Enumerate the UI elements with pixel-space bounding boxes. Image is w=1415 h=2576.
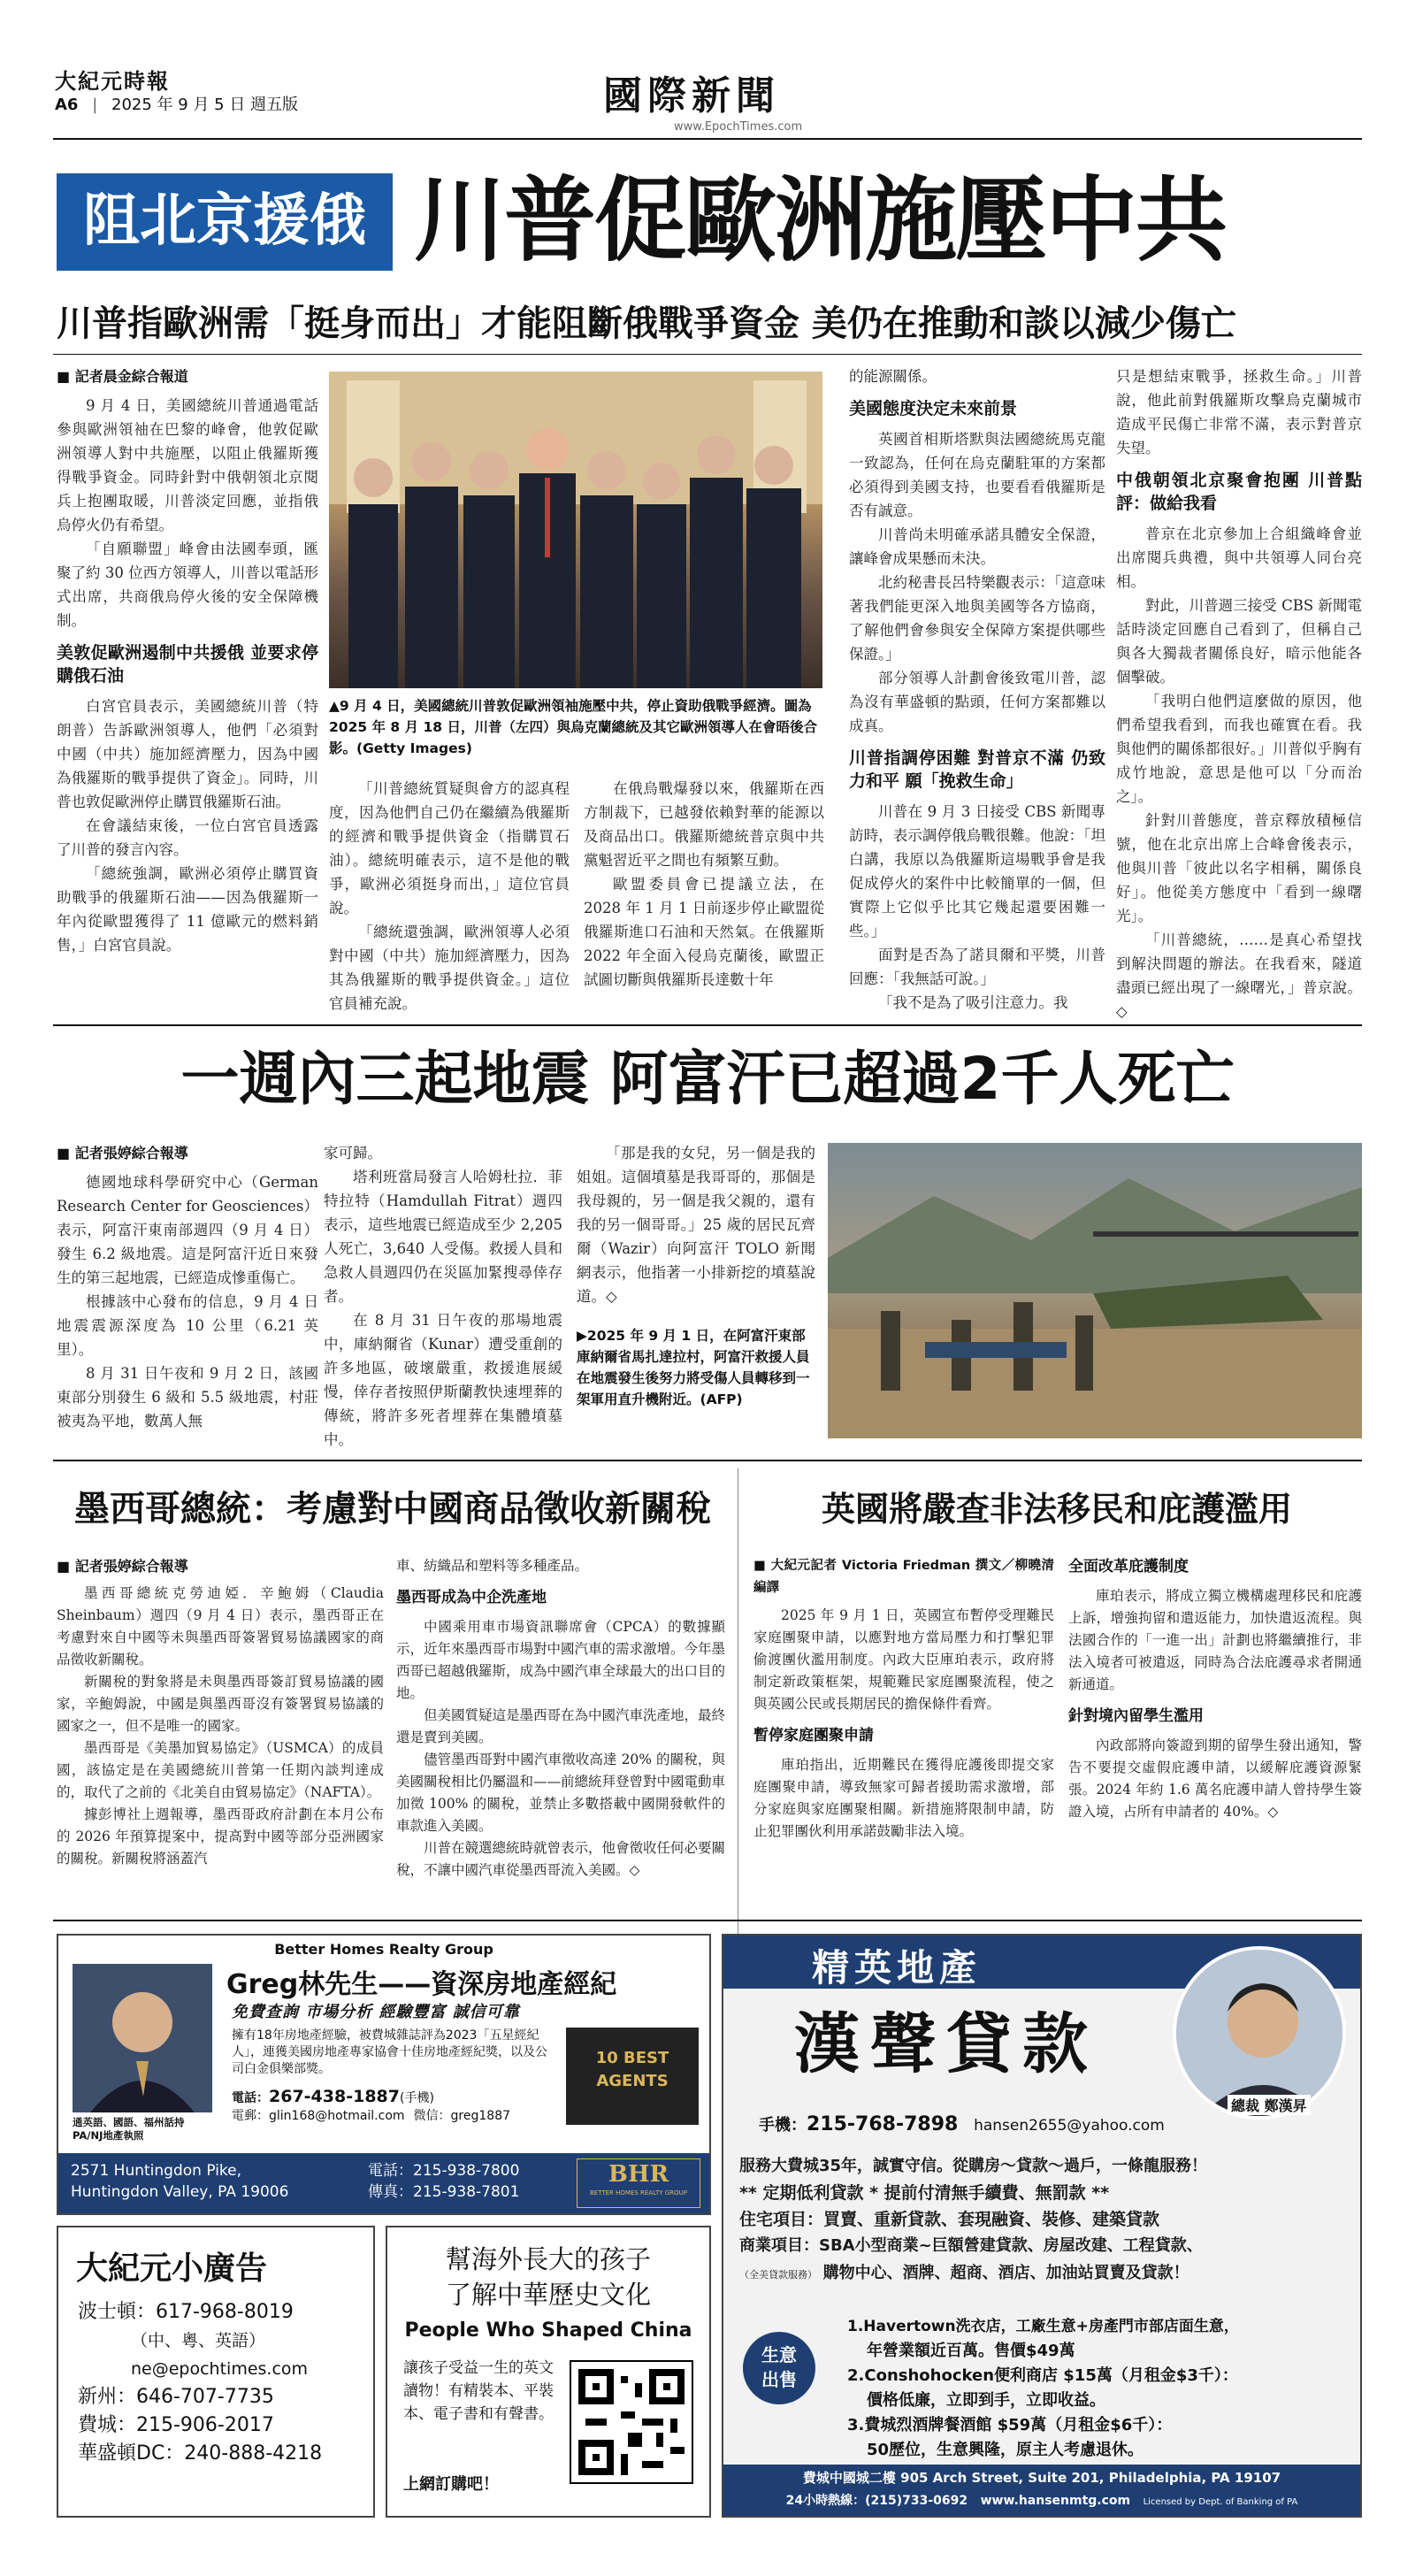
paragraph: 塔利班當局發言人哈姆杜拉．菲特拉特（Hamdullah Fitrat）週四表示，這些地震已經造成至少 2,205 人死亡，3,640 人受傷。救援人員和急救人員週四仍在災區加緊搜尋倖存者。 bbox=[324, 1169, 562, 1305]
story1-caption: ▲9 月 4 日，美國總統川普敦促歐洲領袖施壓中共，停止資助俄戰爭經濟。圖為 2025 年 8 月 18 日，川普（左四）與烏克蘭總統及其它歐洲領導人在會晤後合影。(Getty Images) bbox=[329, 698, 817, 756]
loan-line-1: 服務大費城35年，誠實守信。從購房～貸款～過戶，一條龍服務！ bbox=[739, 2157, 1208, 2175]
paragraph: 儘管墨西哥對中國汽車徵收高達 20% 的關稅，與美國關稅相比仍屬溫和——前總統拜登曾對中國電動車加徵 100% 的關稅，並禁止多數搭載中國開發軟件的車款進入美國。 bbox=[396, 1752, 726, 1834]
bhr-logo-sub: BETTER HOMES REALTY GROUP bbox=[589, 2189, 687, 2196]
loan-phone[interactable]: 215-768-7898 bbox=[807, 2113, 959, 2135]
paragraph: 面對是否為了諾貝爾和平獎，川普回應：「我無話可說。」 bbox=[849, 947, 1105, 987]
bhr-address-2: Huntingdon Valley, PA 19006 bbox=[71, 2183, 289, 2201]
paragraph: 部分領導人計劃會後致電川普，認為沒有華盛頓的點頭，任何方案都難以成真。 bbox=[849, 670, 1105, 734]
book-ad bbox=[386, 2226, 711, 2518]
bhr-phone-note: (手機) bbox=[399, 2091, 434, 2105]
book-cta[interactable]: 上網訂購吧！ bbox=[403, 2475, 499, 2494]
paragraph: 在俄烏戰爆發以來，俄羅斯在西方制裁下，已越發依賴對華的能源以及商品出口。俄羅斯總統普京與中共黨魁習近平之間也有頻繁互動。 bbox=[584, 780, 824, 869]
paragraph: 「那是我的女兒，另一個是我的姐姐。這個墳墓是我哥哥的，那個是我母親的，另一個是我父親的，還有我的另一個哥哥。」25 歲的居民瓦齊爾（Wazir）向阿富汗 TOLO 新聞網表示，他指著一小排新挖的墳墓說道。◇ bbox=[577, 1145, 815, 1305]
paragraph: 白宮官員表示，美國總統川普（特朗普）告訴歐洲領導人，他們「必須對中國（中共）施加經濟壓力，因為中國為俄羅斯的戰爭提供了資金」。同時，川普也敦促歐洲停止購買俄羅斯石油。 bbox=[57, 698, 318, 810]
paragraph: 中國乘用車市場資訊聯席會（CPCA）的數據顯示，近年來墨西哥市場對中國汽車的需求激增。今年墨西哥已超越俄羅斯，成為中國汽車全球最大的出口目的地。 bbox=[396, 1619, 726, 1701]
paragraph: 對此，川普週三接受 CBS 新聞電話時淡定回應自己看到了，但稱自己與各大獨裁者關係良好，暗示他能各個擊破。 bbox=[1116, 597, 1362, 686]
loan-line-2: ** 定期低利貸款 * 提前付清無手續費、無罰款 ** bbox=[739, 2183, 1110, 2203]
paragraph: 川普在競選總統時就曾表示，他會徵收任何必要關稅，不讓中國汽車從墨西哥流入美國。◇ bbox=[396, 1840, 726, 1878]
bhr-address-1: 2571 Huntingdon Pike, bbox=[71, 2162, 242, 2180]
loan-footer bbox=[723, 2465, 1360, 2516]
classified-title: 大紀元小廣告 bbox=[76, 2250, 268, 2287]
sale-item-3: 3.費城烈酒牌餐酒館 $59萬（月租金$6千）： bbox=[847, 2416, 1173, 2434]
sale-badge-label: 生意出售 bbox=[761, 2344, 797, 2390]
agent-langs: 通英語、國語、福州話持PA/NJ地產執照 bbox=[73, 2116, 185, 2142]
paragraph: 「川普總統，……是真心希望找到解決問題的辦法。在我看來，隧道盡頭已經出現了一線曙光，」普京說。◇ bbox=[1116, 932, 1362, 1020]
loan-main-title: 漢聲貸款 bbox=[794, 2006, 1098, 2082]
paragraph: 家可歸。 bbox=[324, 1145, 382, 1162]
paragraph: 9 月 4 日，美國總統川普通過電話參與歐洲領袖在巴黎的峰會，他敦促歐洲領導人對中共施壓，以阻止俄羅斯獲得戰爭資金。同時針對中俄朝領北京閱兵上抱團取暖，川普淡定回應，並指俄烏停火仍有希望。 bbox=[57, 397, 318, 533]
story2-byline: ■ 記者張婷綜合報導 bbox=[57, 1145, 188, 1162]
paragraph: 「總統還強調，歐洲領導人必須對中國（中共）施加經濟壓力，因為其為俄羅斯的戰爭提供資金。」這位官員補充說。 bbox=[329, 924, 570, 1012]
classified-ad bbox=[57, 2226, 375, 2518]
paragraph: 英國首相斯塔默與法國總統馬克龍一致認為，任何在烏克蘭駐軍的方案都必須得到美國支持，也要看看俄羅斯是否有誠意。 bbox=[849, 431, 1105, 519]
summit-photo-art bbox=[329, 372, 822, 688]
book-title-1: 幫海外長大的孩子 bbox=[445, 2244, 651, 2274]
classified-boston-note: （中、粵、英語） bbox=[131, 2331, 266, 2350]
bhr-slogan: 免費查詢 市場分析 經驗豐富 誠信可靠 bbox=[232, 2003, 520, 2021]
loan-license: Licensed by Dept. of Banking of PA bbox=[1143, 2497, 1298, 2507]
bhr-email[interactable]: 電郵：glin168@hotmail.com bbox=[232, 2109, 405, 2123]
paragraph: 「我明白他們這麼做的原因，他們希望我看到，而我也確實在看。我與他們的關係都很好。」川普似乎胸有成竹地說，意思是他可以「分而治之」。 bbox=[1116, 693, 1362, 805]
paragraph: 車、紡織品和塑料等多種產品。 bbox=[396, 1558, 589, 1574]
classified-boston[interactable]: 波士頓：617-968-8019 bbox=[78, 2301, 294, 2323]
bhr-logo bbox=[577, 2158, 700, 2208]
paragraph: 的能源關係。 bbox=[849, 368, 937, 385]
story1-byline: ■ 記者晨金綜合報道 bbox=[57, 368, 188, 385]
bhr-fax: 傳真：215-938-7801 bbox=[368, 2183, 520, 2201]
story1-subheading: 中俄朝領北京聚會抱團 川普點評：做給我看 bbox=[1116, 471, 1362, 513]
paragraph: 2025 年 9 月 1 日，英國宣布暫停受理難民家庭團聚申請，以應對地方當局壓力和打擊犯罪偷渡團伙濫用制度。內政大臣庫珀表示，政府將制定新政策框架，規範難民家庭團聚流程，使之與英國公民或長期居民的擔保條件看齊。 bbox=[753, 1607, 1054, 1712]
book-title-2: 了解中華歷史文化 bbox=[445, 2280, 651, 2310]
book-desc: 讓孩子受益一生的英文讀物！有精裝本、平裝本、電子書和有聲書。 bbox=[403, 2359, 554, 2423]
story4-subheading: 全面改革庇護制度 bbox=[1068, 1558, 1189, 1576]
loan-web[interactable]: www.hansenmtg.com bbox=[980, 2494, 1131, 2508]
masthead: 大紀元時報 A6 | 2025 年 9 月 5 日 週五版 國際新聞 www.EpochTimes.com bbox=[55, 62, 1381, 124]
loan-line-5: 購物中心、酒牌、超商、酒店、加油站買賣及貸款！ bbox=[822, 2264, 1189, 2282]
bhr-ad bbox=[57, 1934, 711, 2215]
bhr-tel[interactable]: 電話：215-938-7800 bbox=[368, 2162, 520, 2180]
bhr-desc: 擁有18年房地產經驗，被費城雜誌評為2023「五星經紀人」，連獲美國房地產專家協會十佳房地產經紀獎，以及公司白金俱樂部獎。 bbox=[232, 2028, 547, 2076]
paragraph: 川普在 9 月 3 日接受 CBS 新聞專訪時，表示調停俄烏戰很難。他說：「坦白講，我原以為俄羅斯這場戰爭會是我促成停火的案件中比較簡單的一個，但實際上它似乎比其它幾起還要困難一些。」 bbox=[849, 803, 1105, 939]
paragraph: 新關稅的對象將是未與墨西哥簽訂貿易協議的國家，辛鮑姆說，中國是與墨西哥沒有簽署貿易協議的國家之一，但不是唯一的國家。 bbox=[57, 1674, 384, 1734]
award-text: 10 BEST AGENTS bbox=[595, 2049, 669, 2090]
bhr-org: Better Homes Realty Group bbox=[274, 1941, 493, 1958]
paragraph: 川普尚未明確承諾具體安全保證，讓峰會成果懸而未決。 bbox=[849, 526, 1105, 567]
paragraph: 「我不是為了吸引注意力。我 bbox=[878, 994, 1068, 1011]
loan-phone-label: 手機： bbox=[759, 2116, 807, 2135]
page-number: A6 bbox=[55, 96, 79, 114]
story3-byline: ■ 記者張婷綜合報導 bbox=[57, 1558, 188, 1575]
paragraph: 墨西哥總統克勞迪婭．辛鮑姆（Claudia Sheinbaum）週四（9 月 4 日）表示，墨西哥正在考慮對來自中國等未與墨西哥簽署貿易協議國家的商品徵收新關稅。 bbox=[57, 1585, 384, 1668]
story2-headline: 一週內三起地震 阿富汗已超過2千人死亡 bbox=[180, 1045, 1235, 1113]
paragraph: 在 8 月 31 日午夜的那場地震中，庫納爾省（Kunar）遭受重創的許多地區，破壞嚴重，救援進展緩慢，倖存者按照伊斯蘭教快速埋葬的傳統，將許多死者埋葬在集體墳墓中。 bbox=[324, 1312, 562, 1448]
story1-subheading: 美敦促歐洲遏制中共援俄 並要求停購俄石油 bbox=[57, 643, 318, 686]
loan-address: 費城中國城二樓 905 Arch Street, Suite 201, Philadelphia, PA 19107 bbox=[802, 2470, 1281, 2486]
loan-line-4: 商業項目：SBA小型商業~巨額營建貸款、房屋改建、工程貸款、 bbox=[739, 2236, 1203, 2255]
sale-badge bbox=[743, 2332, 815, 2404]
story4-headline: 英國將嚴查非法移民和庇護濫用 bbox=[821, 1490, 1292, 1529]
qr-code[interactable] bbox=[570, 2360, 693, 2484]
paragraph: 歐盟委員會已提議立法，在 2028 年 1 月 1 日前逐步停止歐盟從俄羅斯進口石油和天然氣。在俄羅斯 2022 年全面入侵烏克蘭後，歐盟正試圖切斷與俄羅斯長達數十年 bbox=[584, 876, 824, 988]
paragraph: 據彭博社上週報導，墨西哥政府計劃在本月公布的 2026 年預算提案中，提高對中國等部分亞洲國家的關稅。新關稅將涵蓋汽 bbox=[57, 1806, 384, 1867]
classified-philly[interactable]: 費城：215-906-2017 bbox=[78, 2414, 274, 2436]
paragraph: 墨西哥是《美墨加貿易協定》（USMCA）的成員國，該協定是在美國總統川普第一任期內談判達成的，取代了之前的《北美自由貿易協定》（NAFTA）。 bbox=[57, 1740, 384, 1800]
story1-subheading: 川普指調停困難 對普京不滿 仍致力和平 願「挽救生命」 bbox=[849, 748, 1105, 791]
site-url: www.EpochTimes.com bbox=[674, 120, 803, 134]
bhr-title: Greg林先生——資深房地產經紀 bbox=[226, 1969, 617, 2000]
sale-item-1b: 年營業額近百萬。售價$49萬 bbox=[867, 2342, 1075, 2360]
paragraph: 庫珀指出，近期難民在獲得庇護後即提交家庭團聚申請，導致無家可歸者援助需求激增，部分家庭與家庭團聚相關。新措施將限制申請，防止犯罪團伙利用承諾鼓勵非法入境。 bbox=[753, 1757, 1054, 1839]
sale-item-2: 2.Conshohocken便利商店 $15萬（月租金$3千）： bbox=[847, 2366, 1238, 2385]
paragraph: 根據該中心發布的信息，9 月 4 日地震震源深度為 10 公里（6.21 英里）。 bbox=[57, 1293, 318, 1358]
president-name: 總裁 鄭漢昇 bbox=[1228, 2095, 1311, 2115]
earthquake-photo bbox=[828, 1143, 1362, 1438]
paragraph: 普京在北京參加上合組織峰會並出席閱兵典禮，與中共領導人同台亮相。 bbox=[1116, 525, 1362, 590]
classified-dc[interactable]: 華盛頓DC：240-888-4218 bbox=[78, 2442, 323, 2465]
loan-line-5-note: （全美貸款服務） bbox=[739, 2269, 817, 2281]
agent-photo-art bbox=[73, 1964, 212, 2112]
bhr-logo-text: BHR bbox=[608, 2161, 669, 2188]
loan-hotline[interactable]: 24小時熱線：(215)733-0692 bbox=[785, 2494, 968, 2508]
story4-subheading: 針對境內留學生濫用 bbox=[1068, 1707, 1204, 1725]
paragraph: 德國地球科學研究中心（German Research Center for Geosciences）表示，阿富汗東南部週四（9 月 4 日）發生 6.2 級地震。這是阿富汗近日來發生的第三起地震，已經造成慘重傷亡。 bbox=[57, 1174, 318, 1286]
bhr-footer bbox=[58, 2153, 709, 2213]
sale-item-3b: 50歷位，生意興隆，原主人考慮退休。 bbox=[867, 2441, 1144, 2459]
paragraph: 北約秘書長呂特樂觀表示：「這意味著我們能更深入地與美國等各方協商，了解他們會參與安全保障方案提供哪些保證。」 bbox=[849, 574, 1105, 663]
bhr-phone-label: 電話： bbox=[232, 2091, 269, 2105]
paragraph: 只是想結束戰爭，拯救生命。」川普說，他此前對俄羅斯攻擊烏克蘭城市造成平民傷亡非常不滿，表示對普京失望。 bbox=[1116, 368, 1362, 456]
loan-email[interactable]: hansen2655@yahoo.com bbox=[974, 2117, 1165, 2135]
loan-ad bbox=[722, 1934, 1362, 2518]
agent-photo bbox=[73, 1964, 212, 2112]
paper-logo: 大紀元時報 bbox=[55, 68, 170, 94]
paragraph: 庫珀表示，將成立獨立機構處理移民和庇護上訴，增強拘留和遣返能力，加快遣返流程。與法國合作的「一進一出」計劃也將繼續推行，非法入境者可被遣返，同時為合法庇護尋求者開通新通道。 bbox=[1068, 1588, 1362, 1692]
paragraph: 在會議結束後，一位白宮官員透露了川普的發言內容。 bbox=[57, 817, 318, 858]
classified-ny[interactable]: 新州：646-707-7735 bbox=[78, 2386, 274, 2408]
section-title: 國際新聞 bbox=[603, 73, 780, 119]
story3-subheading: 墨西哥成為中企洗產地 bbox=[396, 1589, 547, 1606]
loan-line-3: 住宅項目：買賣、重新貸款、套現融資、裝修、建築貸款 bbox=[739, 2210, 1160, 2229]
story1-subhead: 川普指歐洲需「挺身而出」才能阻斷俄戰爭資金 美仍在推動和談以減少傷亡 bbox=[57, 303, 1236, 344]
classified-email[interactable]: ne@epochtimes.com bbox=[131, 2359, 309, 2379]
paragraph: 「總統強調，歐洲必須停止購買資助戰爭的俄羅斯石油——因為俄羅斯一年內從歐盟獲得了 11 億歐元的燃料銷售，」白宮官員說。 bbox=[57, 865, 318, 954]
paragraph: 「自願聯盟」峰會由法國奉頭，匯聚了約 30 位西方領導人，川普以電話形式出席，共商俄烏停火後的安全保障機制。 bbox=[57, 540, 318, 629]
qr-code-art bbox=[571, 2362, 692, 2482]
summit-photo bbox=[329, 372, 822, 688]
story4-byline: ■ 大紀元記者 Victoria Friedman 撰文／柳曉清編譯 bbox=[753, 1559, 1054, 1595]
issue-date: 2025 年 9 月 5 日 週五版 bbox=[111, 96, 299, 114]
story3-headline: 墨西哥總統：考慮對中國商品徵收新關稅 bbox=[74, 1489, 711, 1530]
bhr-phone[interactable]: 267-438-1887 bbox=[269, 2087, 400, 2106]
earthquake-photo-art bbox=[828, 1143, 1362, 1438]
paragraph: 「川普總統質疑與會方的認真程度，因為他們自己仍在繼續為俄羅斯的經濟和戰爭提供資金（指購買石油）。總統明確表示，這不是他的戰爭，歐洲必須挺身而出，」這位官員說。 bbox=[329, 780, 570, 916]
loan-top-title: 精英地產 bbox=[812, 1946, 983, 1990]
president-photo bbox=[1173, 1946, 1346, 2120]
story1-subheading: 美國態度決定未來前景 bbox=[849, 399, 1018, 418]
paragraph: 內政部將向簽證到期的留學生發出通知，警告不要提交虛假庇護申請，以緩解庇護資源緊張。2024 年約 1.6 萬名庇護申請人曾持學生簽證入境，占所有申請者的 40%。◇ bbox=[1068, 1737, 1362, 1820]
sale-item-2b: 價格低廉，立即到手，立即收益。 bbox=[867, 2391, 1105, 2410]
story1-kicker: 阻北京援俄 bbox=[57, 173, 393, 271]
sale-item-1: 1.Havertown洗衣店，工廠生意+房產門市部店面生意， bbox=[847, 2318, 1239, 2335]
bhr-wechat: 微信：greg1887 bbox=[413, 2109, 511, 2123]
story4-subheading: 暫停家庭團聚申請 bbox=[753, 1727, 874, 1744]
paragraph: 針對川普態度，普京釋放積極信號，他在北京出席上合峰會後表示，他與川普「彼此以名字相稱，關係良好」。他從美方態度中「看到一線曙光」。 bbox=[1116, 812, 1362, 924]
award-box bbox=[566, 2028, 699, 2125]
paragraph: 但美國質疑這是墨西哥在為中國汽車洗產地，最終還是賣到美國。 bbox=[396, 1707, 726, 1745]
story1-headline: 川普促歐洲施壓中共 bbox=[414, 165, 1227, 274]
book-subtitle: People Who Shaped China bbox=[404, 2319, 692, 2342]
story2-caption: ▶2025 年 9 月 1 日，在阿富汗東部庫納爾省馬扎達拉村，阿富汗救援人員在地震發生後努力將受傷人員轉移到一架軍用直升機附近。(AFP) bbox=[577, 1328, 810, 1407]
paragraph: 8 月 31 日午夜和 9 月 2 日，該國東部分別發生 6 級和 5.5 級地震，村莊被夷為平地，數萬人無 bbox=[57, 1365, 318, 1430]
